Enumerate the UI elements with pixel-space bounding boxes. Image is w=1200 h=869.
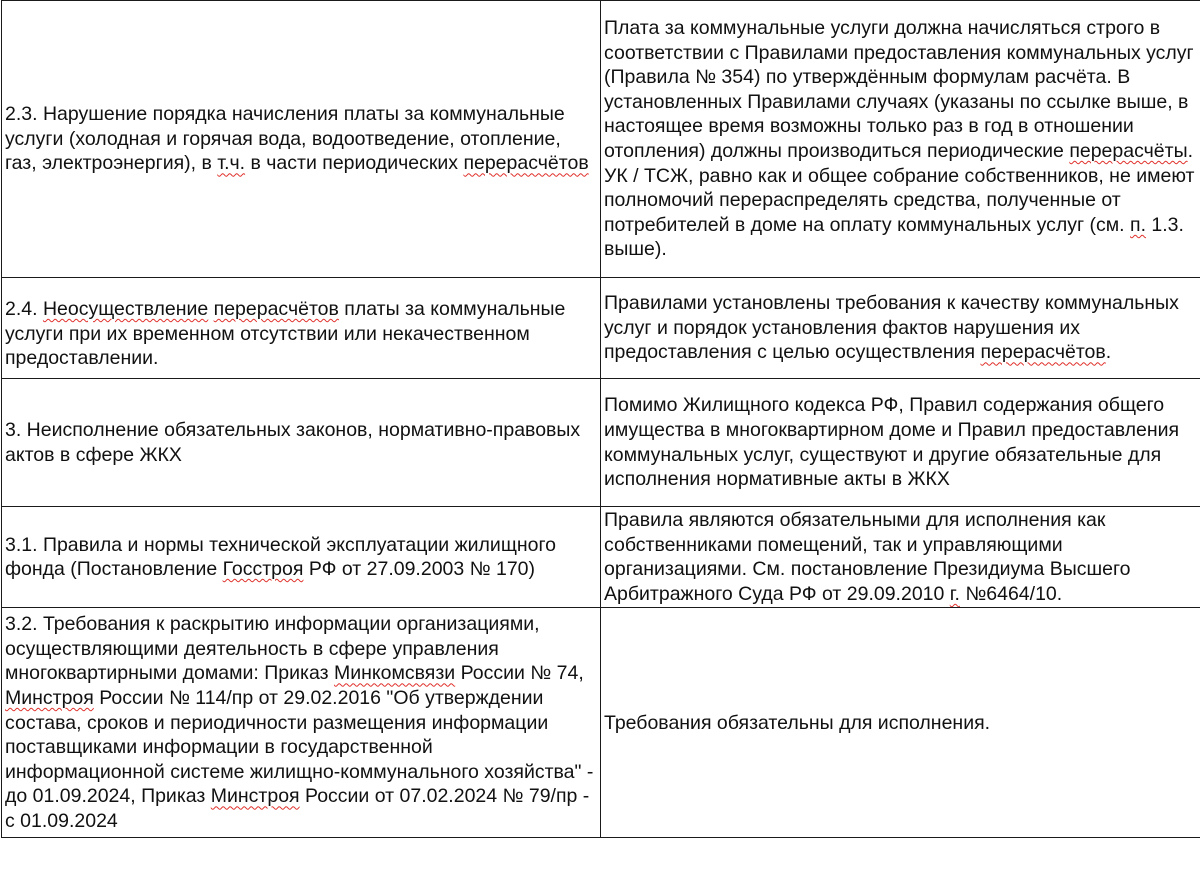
row-3-1-violation-cell: 3.1. Правила и нормы технической эксплуатации жилищного фонда (Постановление Госстроя РФ от 27.09.2003 № 170) (2, 507, 601, 608)
spellcheck-word: перерасчётов (463, 152, 589, 175)
spellcheck-word: перерасчётов (980, 341, 1106, 364)
spellcheck-word: т.ч. (217, 152, 246, 175)
spellcheck-word: перерасчётов (213, 298, 339, 321)
spellcheck-word: Минкомсвязи (333, 662, 456, 685)
table-row (2, 507, 1200, 608)
row-3-violation-cell: 3. Неисполнение обязательных законов, нормативно-правовых актов в сфере ЖКХ (2, 379, 601, 507)
spellcheck-word: г. (949, 582, 960, 605)
table-row (2, 379, 1200, 507)
spellcheck-word: перерасчёты (1069, 140, 1188, 162)
row-3-2-explanation-cell: Требования обязательны для исполнения. (601, 608, 1200, 838)
row-2-4-explanation-cell: Правилами установлены требования к качеству коммунальных услуг и порядок установления фактов нарушения их предоставления с целью осуществления перерасчётов. (601, 278, 1200, 379)
spellcheck-word: Минстроя (5, 686, 94, 709)
table-row (2, 278, 1200, 379)
table-row (2, 608, 1200, 838)
row-2-3-explanation-cell: Плата за коммунальные услуги должна начисляться строго в соответствии с Правилами предоставления коммунальных услуг (Правила № 354) по утверждённым формулам расчёта. В установленных Правилами случаях (указаны по ссылке выше, в настоящее время возможны только раз в год в отношении отопления) должны производиться периодические перерасчёты. УК / ТСЖ, равно как и общее собрание собственников, не имеют полномочий перераспределять средства, полученные от потребителей в доме на оплату коммунальных услуг (см. п. 1.3. выше). (601, 1, 1200, 278)
spellcheck-word: Неосуществление (42, 298, 209, 321)
row-2-4-violation-cell: 2.4. Неосуществление перерасчётов платы за коммунальные услуги при их временном отсутствии или некачественном предоставлении. (2, 278, 601, 379)
spellcheck-word: Минстроя (210, 785, 300, 808)
table-row (2, 1, 1200, 278)
spellcheck-word: п. (1130, 213, 1146, 236)
spellcheck-word: Госстроя (222, 558, 304, 581)
row-2-3-violation-cell: 2.3. Нарушение порядка начисления платы за коммунальные услуги (холодная и горячая вода, водоотведение, отопление, газ, электроэнергия), в т.ч. в части периодических перерасчётов (2, 1, 601, 278)
regulations-table (1, 0, 1200, 838)
row-3-explanation-cell: Помимо Жилищного кодекса РФ, Правил содержания общего имущества в многоквартирном доме и Правил предоставления коммунальных услуг, существуют и другие обязательные для исполнения нормативные акты в ЖКХ (601, 379, 1200, 507)
row-3-1-explanation-cell: Правила являются обязательными для исполнения как собственниками помещений, так и управляющими организациями. См. постановление Президиума Высшего Арбитражного Суда РФ от 29.09.2010 г. №6464/10. (601, 507, 1200, 608)
row-3-2-violation-cell: 3.2. Требования к раскрытию информации организациями, осуществляющими деятельность в сфере управления многоквартирными домами: Приказ Минкомсвязи России № 74, Минстроя России № 114/пр от 29.02.2016 "Об утверждении состава, сроков и периодичности размещения информации поставщиками информации в государственной информационной системе жилищно-коммунального хозяйства" - до 01.09.2024, Приказ Минстроя России от 07.02.2024 № 79/пр - с 01.09.2024 (2, 608, 601, 838)
